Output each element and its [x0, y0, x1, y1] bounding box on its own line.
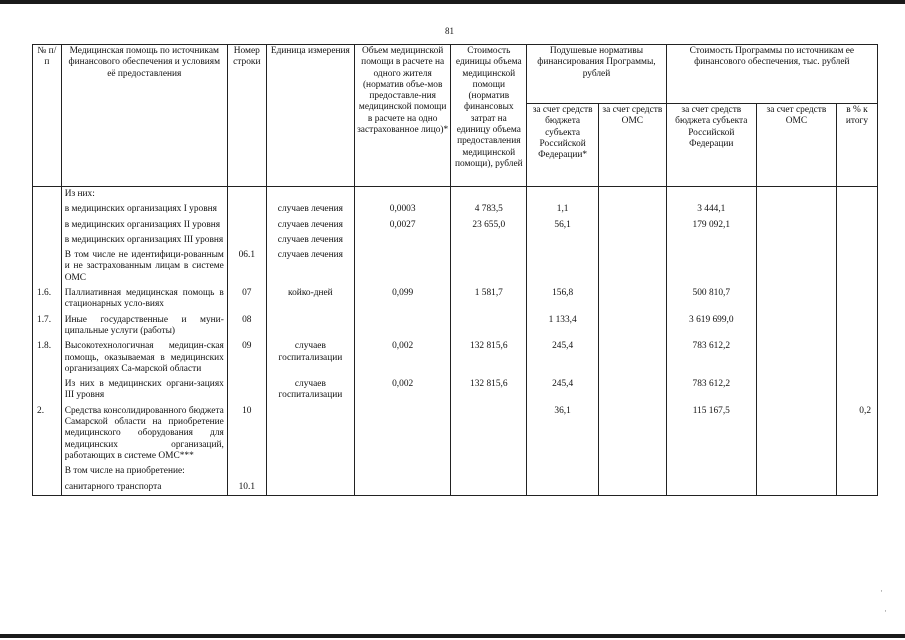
header-percap-budget: за счет средств бюджета субъекта Российской Федерации* [527, 104, 599, 187]
row-cost [451, 187, 527, 203]
row-program-budget: 3 444,1 [666, 202, 756, 217]
row-volume: 0,099 [354, 286, 450, 313]
row-percap-budget [527, 248, 599, 286]
table-row [33, 233, 878, 248]
header-percap-oms: за счет средств ОМС [599, 104, 667, 187]
row-percap-budget [527, 464, 599, 479]
row-program-pct [836, 218, 877, 233]
header-num: № п/п [33, 45, 62, 187]
header-volume: Объем медицинской помощи в расчете на одного жителя (норматив объе-мов предоставле-ния медицинской помощи в расчете на одно застрахованное лицо)* [354, 45, 450, 187]
row-volume [354, 464, 450, 479]
row-unit [266, 404, 354, 464]
row-program-pct [836, 480, 877, 496]
row-number: 1.6. [33, 286, 62, 313]
row-number [33, 480, 62, 496]
row-program-oms [756, 313, 836, 340]
row-cost: 23 655,0 [451, 218, 527, 233]
row-program-budget: 179 092,1 [666, 218, 756, 233]
row-description: В том числе не идентифици-рованным и не застрахованным лицам в системе ОМС [61, 248, 227, 286]
row-program-budget [666, 187, 756, 203]
header-percap: Подушевые нормативы финансирования Программы, рублей [527, 45, 666, 104]
row-percap-oms [599, 404, 667, 464]
row-number [33, 218, 62, 233]
row-volume [354, 248, 450, 286]
row-description: Паллиативная медицинская помощь в стационарных усло-виях [61, 286, 227, 313]
row-program-oms [756, 339, 836, 377]
row-description: в медицинских организациях III уровня [61, 233, 227, 248]
row-percap-budget [527, 233, 599, 248]
row-line-number: 06.1 [227, 248, 266, 286]
row-program-oms [756, 187, 836, 203]
row-description: в медицинских организациях I уровня [61, 202, 227, 217]
row-percap-oms [599, 339, 667, 377]
row-program-pct [836, 286, 877, 313]
row-percap-budget [527, 187, 599, 203]
row-percap-oms [599, 377, 667, 404]
header-program-pct: в % к итогу [836, 104, 877, 187]
table-row [33, 480, 878, 496]
row-program-oms [756, 480, 836, 496]
row-line-number [227, 233, 266, 248]
bottom-border [0, 634, 905, 638]
row-percap-oms [599, 464, 667, 479]
row-description: санитарного транспорта [61, 480, 227, 496]
row-program-budget: 783 612,2 [666, 339, 756, 377]
row-number [33, 248, 62, 286]
row-program-oms [756, 248, 836, 286]
row-program-budget [666, 233, 756, 248]
row-line-number: 10.1 [227, 480, 266, 496]
table-row [33, 464, 878, 479]
row-volume: 0,0027 [354, 218, 450, 233]
row-percap-budget: 36,1 [527, 404, 599, 464]
row-description: Иные государственные и муни-ципальные услуги (работы) [61, 313, 227, 340]
row-cost [451, 480, 527, 496]
row-unit: случаев лечения [266, 202, 354, 217]
row-program-budget [666, 464, 756, 479]
row-cost [451, 313, 527, 340]
row-description: в медицинских организациях II уровня [61, 218, 227, 233]
header-program-oms: за счет средств ОМС [756, 104, 836, 187]
header-program: Стоимость Программы по источникам ее финансового обеспечения, тыс. рублей [666, 45, 877, 104]
row-program-budget: 3 619 699,0 [666, 313, 756, 340]
row-percap-oms [599, 286, 667, 313]
row-percap-oms [599, 187, 667, 203]
row-line-number: 09 [227, 339, 266, 377]
scan-mark: · [880, 586, 883, 596]
row-program-pct [836, 313, 877, 340]
row-program-pct [836, 248, 877, 286]
row-number [33, 187, 62, 203]
row-unit: койко-дней [266, 286, 354, 313]
row-program-budget: 115 167,5 [666, 404, 756, 464]
row-description: В том числе на приобретение: [61, 464, 227, 479]
row-line-number [227, 218, 266, 233]
table-row [33, 286, 878, 313]
row-number: 1.8. [33, 339, 62, 377]
row-program-oms [756, 286, 836, 313]
top-border [0, 0, 905, 4]
row-number [33, 464, 62, 479]
row-program-pct [836, 233, 877, 248]
row-program-oms [756, 233, 836, 248]
row-percap-oms [599, 218, 667, 233]
table-row [33, 404, 878, 464]
header-unit: Единица измерения [266, 45, 354, 187]
row-number [33, 377, 62, 404]
row-cost [451, 464, 527, 479]
table-row [33, 313, 878, 340]
row-program-budget [666, 248, 756, 286]
row-unit: случаев госпитализации [266, 377, 354, 404]
table-row [33, 202, 878, 217]
table-row [33, 187, 878, 203]
row-line-number: 07 [227, 286, 266, 313]
row-description: Средства консолидированного бюджета Самарской области на приобретение медицинского оборудования для медицинских организаций, работающих в системе ОМС*** [61, 404, 227, 464]
row-percap-budget: 156,8 [527, 286, 599, 313]
row-percap-budget: 1,1 [527, 202, 599, 217]
row-program-pct [836, 187, 877, 203]
table-row [33, 248, 878, 286]
row-description: Из них: [61, 187, 227, 203]
row-line-number [227, 202, 266, 217]
row-program-pct [836, 339, 877, 377]
row-percap-oms [599, 233, 667, 248]
financing-table [32, 44, 878, 496]
header-program-budget: за счет средств бюджета субъекта Российской Федерации [666, 104, 756, 187]
row-percap-oms [599, 313, 667, 340]
row-volume: 0,002 [354, 377, 450, 404]
row-unit: случаев лечения [266, 233, 354, 248]
row-number [33, 233, 62, 248]
row-unit [266, 187, 354, 203]
row-program-oms [756, 404, 836, 464]
row-cost: 132 815,6 [451, 377, 527, 404]
row-volume: 0,002 [354, 339, 450, 377]
row-program-pct [836, 464, 877, 479]
row-description: Высокотехнологичная медицин-ская помощь, оказываемая в медицинских организациях Са-марской области [61, 339, 227, 377]
row-unit [266, 480, 354, 496]
row-program-oms [756, 218, 836, 233]
row-program-pct: 0,2 [836, 404, 877, 464]
scan-mark: · [884, 606, 887, 616]
header-line: Номер строки [227, 45, 266, 187]
row-percap-budget: 1 133,4 [527, 313, 599, 340]
row-program-budget [666, 480, 756, 496]
table-row [33, 218, 878, 233]
row-volume [354, 404, 450, 464]
row-program-oms [756, 202, 836, 217]
table-row [33, 377, 878, 404]
row-volume [354, 313, 450, 340]
row-line-number [227, 377, 266, 404]
row-cost [451, 248, 527, 286]
row-line-number [227, 187, 266, 203]
row-percap-oms [599, 202, 667, 217]
row-cost [451, 233, 527, 248]
row-percap-oms [599, 248, 667, 286]
header-row-1 [33, 45, 878, 104]
header-cost: Стоимость единицы объема медицинской помощи (норматив финансовых затрат на единицу объема предоставления медицинской помощи), рублей [451, 45, 527, 187]
row-percap-budget: 245,4 [527, 377, 599, 404]
row-cost: 132 815,6 [451, 339, 527, 377]
row-number: 2. [33, 404, 62, 464]
row-program-budget: 500 810,7 [666, 286, 756, 313]
row-line-number [227, 464, 266, 479]
row-volume [354, 187, 450, 203]
row-program-budget: 783 612,2 [666, 377, 756, 404]
header-care: Медицинская помощь по источникам финансового обеспечения и условиям её предоставления [61, 45, 227, 187]
row-volume: 0,0003 [354, 202, 450, 217]
row-percap-budget: 56,1 [527, 218, 599, 233]
row-number: 1.7. [33, 313, 62, 340]
page-number: 81 [445, 26, 454, 36]
table-row [33, 339, 878, 377]
row-unit: случаев лечения [266, 218, 354, 233]
row-percap-budget [527, 480, 599, 496]
row-number [33, 202, 62, 217]
row-cost [451, 404, 527, 464]
row-program-oms [756, 377, 836, 404]
row-volume [354, 233, 450, 248]
row-line-number: 10 [227, 404, 266, 464]
row-percap-oms [599, 480, 667, 496]
row-volume [354, 480, 450, 496]
row-cost: 1 581,7 [451, 286, 527, 313]
row-description: Из них в медицинских органи-зациях III уровня [61, 377, 227, 404]
row-program-oms [756, 464, 836, 479]
row-line-number: 08 [227, 313, 266, 340]
row-unit: случаев лечения [266, 248, 354, 286]
row-unit: случаев госпитализации [266, 339, 354, 377]
row-cost: 4 783,5 [451, 202, 527, 217]
row-unit [266, 313, 354, 340]
row-program-pct [836, 202, 877, 217]
row-unit [266, 464, 354, 479]
row-program-pct [836, 377, 877, 404]
row-percap-budget: 245,4 [527, 339, 599, 377]
table-body [33, 187, 878, 496]
